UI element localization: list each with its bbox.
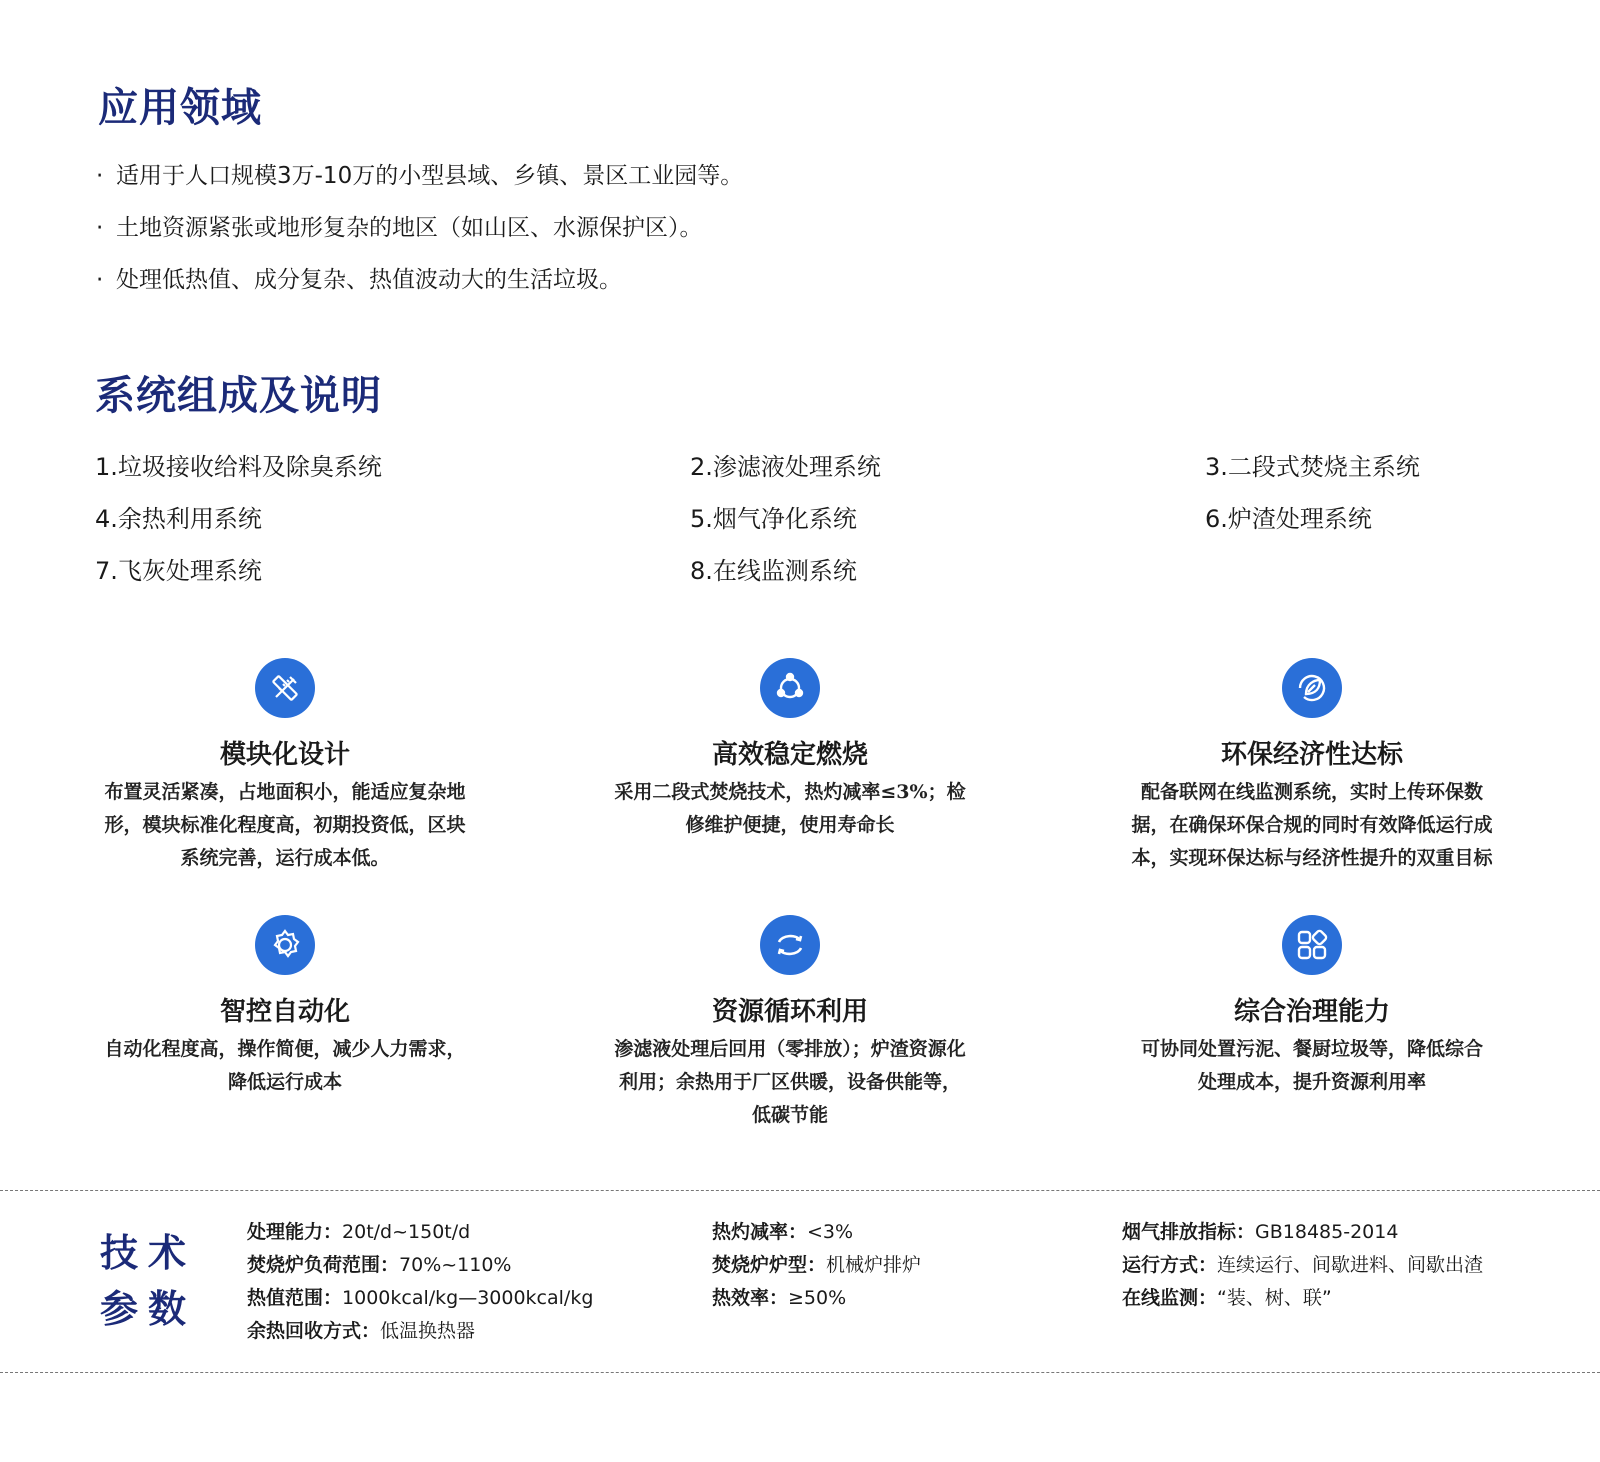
params-heading-line: 技术 (100, 1231, 197, 1275)
system-item: 4.余热利用系统 (95, 505, 262, 533)
cycle-icon (760, 658, 820, 718)
feature-desc: 可协同处置污泥、餐厨垃圾等，降低综合处理成本，提升资源利用率 (1140, 1038, 1483, 1093)
system-item: 6.炉渣处理系统 (1205, 505, 1372, 533)
feature-title: 高效稳定燃烧 (711, 740, 868, 770)
recycle-icon (760, 915, 820, 975)
feature-desc: 渗滤液处理后回用（零排放）；炉渣资源化利用；余热用于厂区供暖，设备供能等，低碳节能 (614, 1038, 966, 1126)
params-col-1 (247, 1216, 593, 1348)
system-item: 3.二段式焚烧主系统 (1205, 453, 1420, 481)
feature-card (1122, 915, 1502, 1099)
bullet-text: 适用于人口规模3万-10万的小型县域、乡镇、景区工业园等。 (116, 163, 744, 189)
gear-icon (255, 915, 315, 975)
divider-bottom (0, 1372, 1600, 1373)
params-heading (100, 1225, 196, 1337)
param-row: 烟气排放指标：GB18485-2014 (1122, 1221, 1399, 1243)
param-row: 焚烧炉负荷范围：70%~110% (247, 1254, 512, 1276)
feature-title: 综合治理能力 (1233, 997, 1390, 1027)
param-row: 热效率：≥50% (712, 1287, 847, 1309)
feature-card (600, 915, 980, 1132)
feature-title: 智控自动化 (219, 997, 350, 1027)
bullet-text: 土地资源紧张或地形复杂的地区（如山区、水源保护区）。 (116, 215, 703, 241)
system-item: 2.渗滤液处理系统 (690, 453, 881, 481)
feature-desc: 配备联网在线监测系统，实时上传环保数据，在确保环保合规的同时有效降低运行成本，实现环保达标与经济性提升的双重目标 (1131, 781, 1493, 869)
param-row: 焚烧炉炉型：机械炉排炉 (712, 1254, 922, 1276)
params-heading-line: 参数 (100, 1287, 197, 1331)
feature-desc: 自动化程度高，操作简便，减少人力需求，降低运行成本 (104, 1038, 466, 1093)
system-item: 7.飞灰处理系统 (95, 557, 262, 585)
param-row: 在线监测：“装、树、联” (1122, 1287, 1332, 1309)
feature-card (95, 658, 475, 875)
param-row: 热灼减率：<3% (712, 1221, 854, 1243)
application-bullet: · 适用于人口规模3万-10万的小型县域、乡镇、景区工业园等。 (96, 163, 744, 189)
section-title-application: 应用领域 (98, 85, 262, 131)
apps-grid-icon (1282, 915, 1342, 975)
param-row: 处理能力：20t/d~150t/d (247, 1221, 471, 1243)
feature-card (1122, 658, 1502, 875)
params-col-3 (1122, 1216, 1483, 1315)
feature-desc: 采用二段式焚烧技术，热灼减率≤3%；检修维护便捷，使用寿命长 (614, 781, 966, 836)
feature-card (95, 915, 475, 1099)
system-item: 5.烟气净化系统 (690, 505, 857, 533)
feature-title: 资源循环利用 (711, 997, 868, 1027)
feature-title: 模块化设计 (219, 740, 350, 770)
application-bullet: · 处理低热值、成分复杂、热值波动大的生活垃圾。 (96, 267, 622, 293)
section-title-system: 系统组成及说明 (95, 373, 382, 419)
ruler-pencil-icon (255, 658, 315, 718)
system-item: 1.垃圾接收给料及除臭系统 (95, 453, 382, 481)
application-bullet: · 土地资源紧张或地形复杂的地区（如山区、水源保护区）。 (96, 215, 703, 241)
divider-top (0, 1190, 1600, 1191)
feature-desc: 布置灵活紧凑，占地面积小，能适应复杂地形，模块标准化程度高，初期投资低，区块系统完善，运行成本低。 (104, 781, 466, 869)
param-row: 运行方式：连续运行、间歇进料、间歇出渣 (1122, 1254, 1484, 1276)
feature-title: 环保经济性达标 (1220, 740, 1403, 770)
eco-leaf-icon (1282, 658, 1342, 718)
params-col-2 (712, 1216, 921, 1315)
param-row: 热值范围：1000kcal/kg—3000kcal/kg (247, 1287, 594, 1309)
feature-card (600, 658, 980, 842)
system-item: 8.在线监测系统 (690, 557, 857, 585)
param-row: 余热回收方式：低温换热器 (247, 1320, 476, 1342)
bullet-text: 处理低热值、成分复杂、热值波动大的生活垃圾。 (116, 267, 622, 293)
